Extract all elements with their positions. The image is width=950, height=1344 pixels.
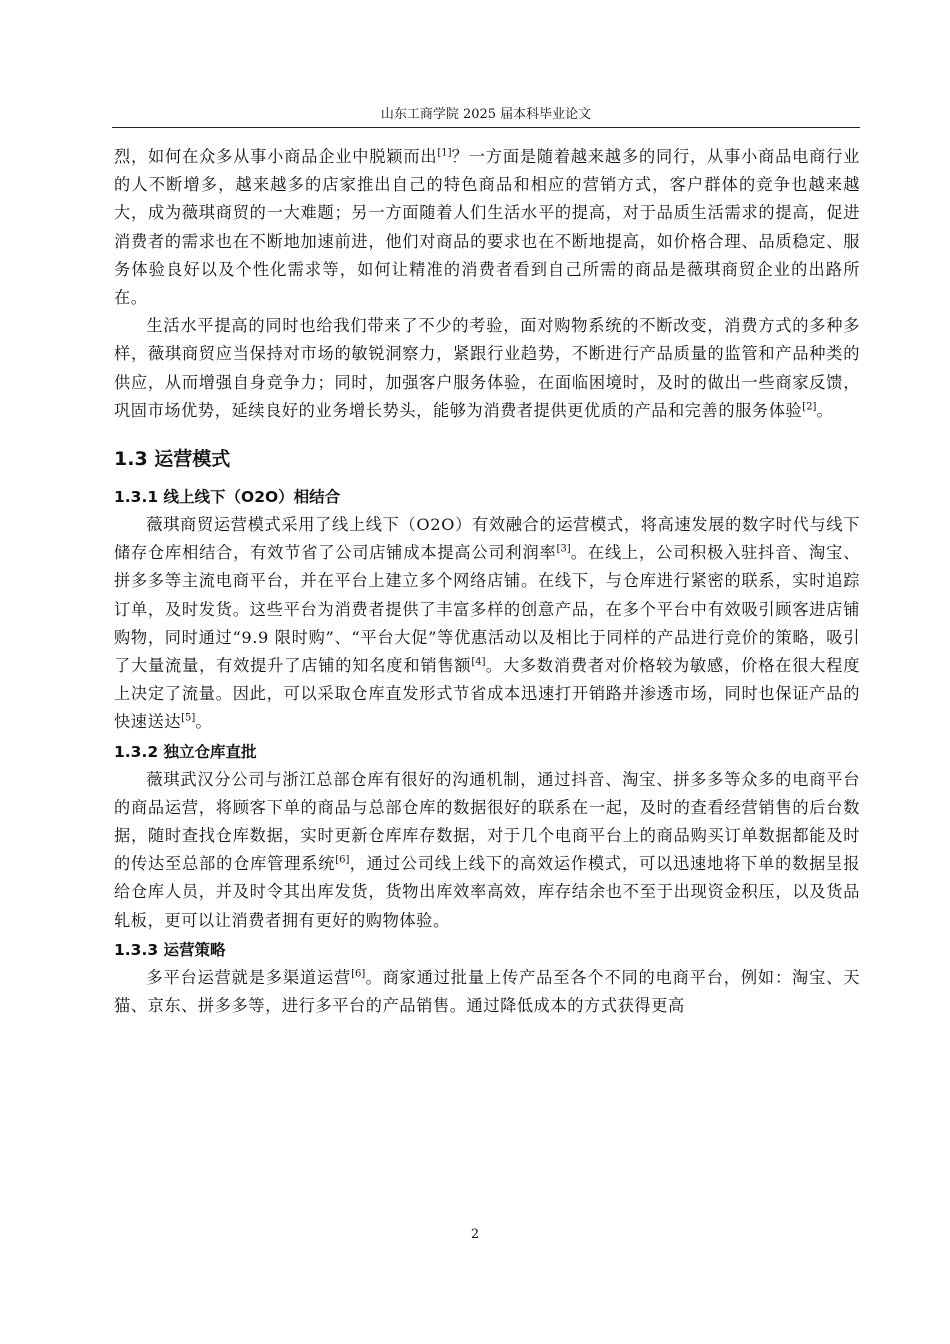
subsection-heading: 1.3.2 独立仓库直批 [114,742,257,761]
subsection-heading: 1.3.1 线上线下（O2O）相结合 [114,488,341,507]
paragraph [114,143,860,312]
text-run: 。商家通过批量上传产品至各个不同的电商平台，例如：淘宝、天猫、京东、拼多多等，进行多平台的产品销售。通过降低成本的方式获得更高 [114,967,860,1016]
text-run: 。在线上，公司积极入驻抖音、淘宝、拼多多等主流电商平台，并在平台上建立多个网络店铺。在线下，与仓库进行紧密的联系，实时追踪订单，及时发货。这些平台为消费者提供了丰富多样的创意产品，在多个平台中有效吸引顾客进店铺购物，同时通过“9.9 限时购”、“平台大促”等优惠活动以及相比于同样的产品进行竞价的策略，吸引了大量流量，有效提升了店铺的知名度和销售额 [114,543,860,676]
citation-marker: [6] [335,854,350,866]
citation-marker: [5] [181,713,196,725]
text-run: 多平台运营就是多渠道运营 [146,967,352,987]
citation-marker: [6] [351,968,366,980]
citation-marker: [3] [556,543,571,555]
section-heading: 1.3 运营模式 [114,448,231,471]
page-number: 2 [470,1227,480,1242]
subsection-heading: 1.3.3 运营策略 [114,940,226,959]
text-run: ？一方面是随着越来越多的同行，从事小商品电商行业的人不断增多，越来越多的店家推出自己的特色商品和相应的营销方式，客户群体的竞争也越来越大，成为薇琪商贸的一大难题；另一方面随着人们生活水平的提高，对于品质生活需求的提高，促进消费者的需求也在不断地加速前进，他们对商品的要求也在不断地提高，如价格合理、品质稳定、服务体验良好以及个性化需求等，如何让精准的消费者看到自己所需的商品是薇琪商贸企业的出路所在。 [114,147,860,308]
text-run: 薇琪商贸运营模式采用了线上线下（O2O）有效融合的运营模式，将高速发展的数字时代与线下储存仓库相结合，有效节省了公司店铺成本提高公司利润率 [114,515,860,563]
header-rule [112,127,860,128]
paragraph [114,766,860,935]
text-run: 。 [816,400,834,420]
paragraph [114,964,860,1020]
paragraph [114,312,860,425]
paragraph [114,511,860,737]
citation-marker: [4] [471,656,486,668]
citation-marker: [2] [802,401,817,413]
text-run: 薇琪武汉分公司与浙江总部仓库有很好的沟通机制，通过抖音、淘宝、拼多多等众多的电商平台的商品运营，将顾客下单的商品与总部仓库的数据很好的联系在一起，及时的查看经营销售的后台数据，随时查找仓库数据，实时更新仓库库存数据，对于几个电商平台上的商品购买订单数据都能及时的传达至总部的仓库管理系统 [114,769,860,874]
citation-marker: [1] [437,147,452,159]
text-run: 。大多数消费者对价格较为敏感，价格在很大程度上决定了流量。因此，可以采取仓库直发形式节省成本迅速打开销路并渗透市场，同时也保证产品的快速送达 [114,656,860,732]
running-header: 山东工商学院 2025 届本科毕业论文 [380,107,592,122]
text-run: 。 [195,712,213,732]
body-text [114,143,860,1020]
text-run: 烈，如何在众多从事小商品企业中脱颖而出 [114,147,438,166]
text-run: 生活水平提高的同时也给我们带来了不少的考验，面对购物系统的不断改变，消费方式的多种多样，薇琪商贸应当保持对市场的敏锐洞察力，紧跟行业趋势，不断进行产品质量的监管和产品种类的供应，从而增强自身竞争力；同时，加强客户服务体验，在面临困境时，及时的做出一些商家反馈，巩固市场优势，延续良好的业务增长势头，能够为消费者提供更优质的产品和完善的服务体验 [114,316,860,420]
text-run: ，通过公司线上线下的高效运作模式，可以迅速地将下单的数据呈报给仓库人员，并及时令其出库发货，货物出库效率高效，库存结余也不至于出现资金积压，以及货品轧板，更可以让消费者拥有更好的购物体验。 [114,854,860,930]
